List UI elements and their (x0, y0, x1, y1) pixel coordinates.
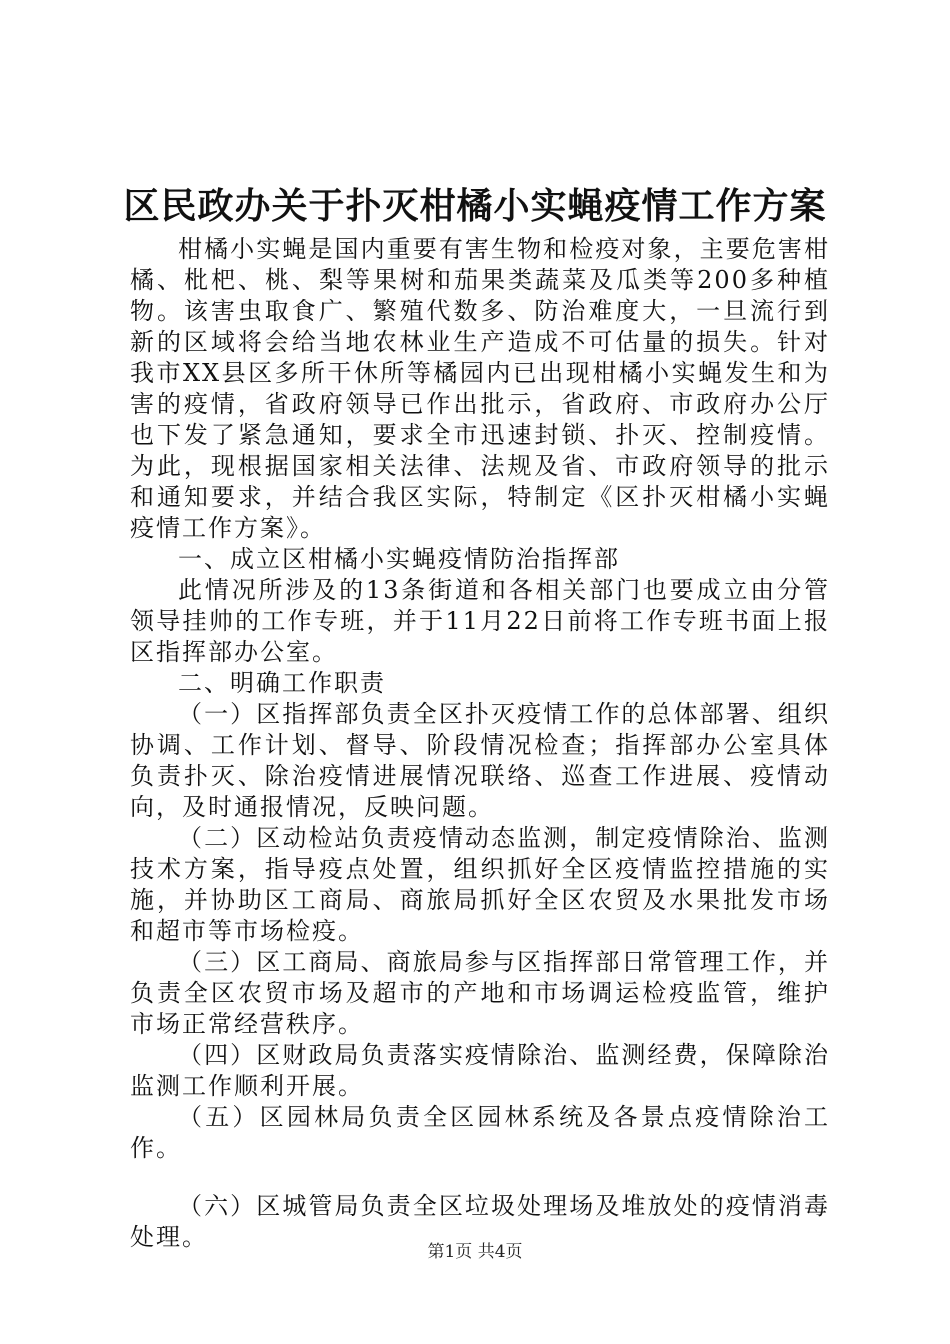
section-heading-2: 二、明确工作职责 (178, 669, 386, 697)
duty-item-1: （一）区指挥部负责全区扑灭疫情工作的总体部署、组织协调、工作计划、督导、阶段情况检查；指挥部办公室具体负责扑灭、除治疫情进展情况联络、巡查工作进展、疫情动向，及时通报情况，反映问题。 (130, 700, 830, 821)
duty-item-6: （六）区城管局负责全区垃圾处理场及堆放处的疫情消毒处理。 (130, 1192, 830, 1251)
section-heading-1: 一、成立区柑橘小实蝇疫情防治指挥部 (178, 545, 620, 573)
paragraph-intro: 柑橘小实蝇是国内重要有害生物和检疫对象，主要危害柑橘、枇杷、桃、梨等果树和茄果类蔬菜及瓜类等200多种植物。该害虫取食广、繁殖代数多、防治难度大，一旦流行到新的区域将会给当地农林业生产造成不可估量的损失。针对我市XX县区多所干休所等橘园内已出现柑橘小实蝇发生和为害的疫情，省政府领导已作出批示，省政府、市政府办公厅也下发了紧急通知，要求全市迅速封锁、扑灭、控制疫情。为此，现根据国家相关法律、法规及省、市政府领导的批示和通知要求，并结合我区实际，特制定《区扑灭柑橘小实蝇疫情工作方案》。 (130, 235, 830, 542)
duty-item-2: （二）区动检站负责疫情动态监测，制定疫情除治、监测技术方案，指导疫点处置，组织抓好全区疫情监控措施的实施，并协助区工商局、商旅局抓好全区农贸及水果批发市场和超市等市场检疫。 (130, 824, 830, 945)
document-body (130, 234, 830, 1253)
duty-item-5: （五）区园林局负责全区园林系统及各景点疫情除治工作。 (130, 1103, 830, 1162)
paragraph-section-1: 此情况所涉及的13条街道和各相关部门也要成立由分管领导挂帅的工作专班，并于11月22日前将工作专班书面上报区指挥部办公室。 (130, 576, 830, 666)
document-title: 区民政办关于扑灭柑橘小实蝇疫情工作方案 (123, 185, 827, 227)
page-number-footer: 第1页 共4页 (427, 1242, 523, 1262)
duty-item-4: （四）区财政局负责落实疫情除治、监测经费，保障除治监测工作顺利开展。 (130, 1041, 830, 1100)
duty-item-3: （三）区工商局、商旅局参与区指挥部日常管理工作，并负责全区农贸市场及超市的产地和市场调运检疫监管，维护市场正常经营秩序。 (130, 948, 830, 1038)
